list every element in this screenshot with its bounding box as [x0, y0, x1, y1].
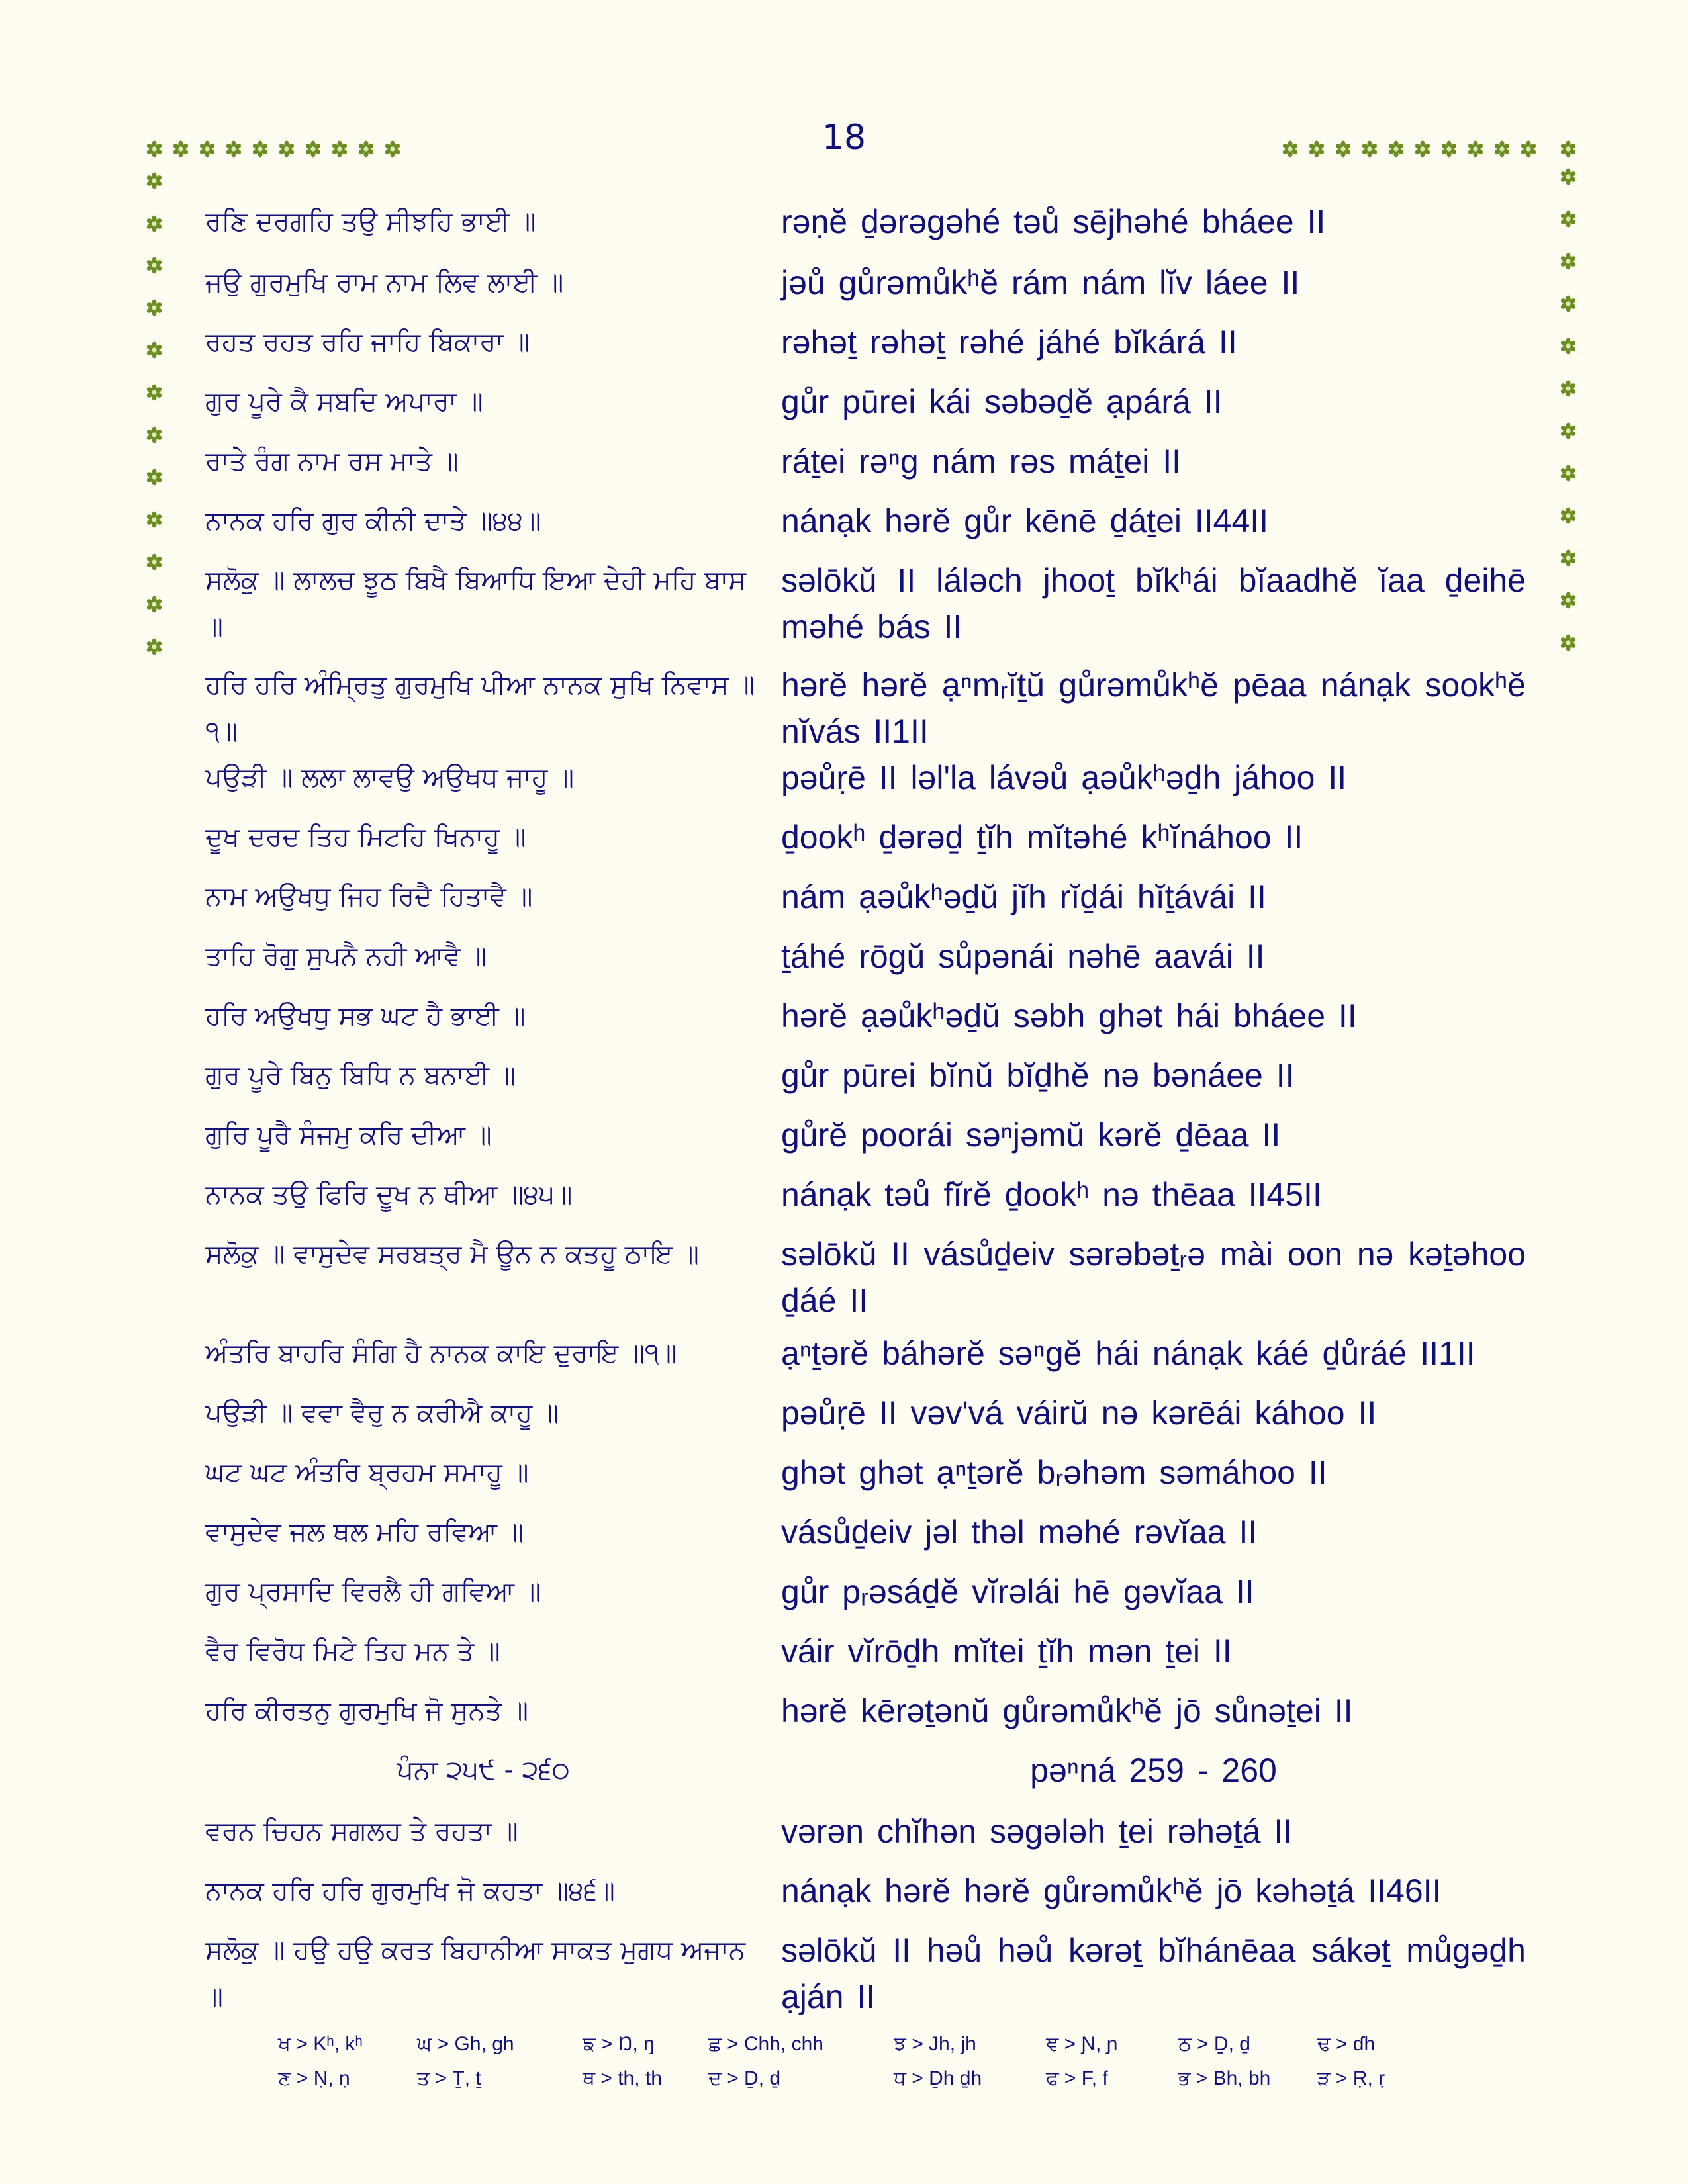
flower-icon — [1520, 140, 1537, 158]
gurmukhi-line: ਜਉ ਗੁਰਮੁਖਿ ਰਾਮ ਨਾਮ ਲਿਵ ਲਾਈ ॥ — [205, 267, 564, 298]
flower-icon — [305, 140, 322, 158]
gurmukhi-line: ਅੰਤਰਿ ਬਾਹਰਿ ਸੰਗਿ ਹੈ ਨਾਨਕ ਕਾਇ ਦੁਰਾਇ ॥੧॥ — [205, 1338, 677, 1369]
transliteration-line: hərĕ hərĕ ạⁿmᵣĭṯŭ gůrəmůkʰĕ pēaa nánạk sookʰĕ nĭvás II1II — [781, 666, 1526, 750]
flower-icon — [357, 140, 375, 158]
transliteration-line: səlōkŭ II vásůḏeiv sərəbəṯᵣə mài oon nə kəṯəhoo ḏáé II — [781, 1236, 1526, 1319]
flower-icon — [1560, 634, 1577, 651]
gurmukhi-line: ਸਲੋਕੁ ॥ ਲਾਲਚ ਝੂਠ ਬਿਖੈ ਬਿਆਧਿ ਇਆ ਦੇਹੀ ਮਹਿ ਬਾਸ ॥ — [205, 565, 747, 642]
transliteration-line: hərĕ ạəůkʰəḏŭ səbh ghət hái bháee II — [781, 997, 1357, 1034]
transliteration-line: gůrĕ poorái səⁿjəmŭ kərĕ ḏēaa II — [781, 1116, 1281, 1154]
legend-row — [278, 2033, 1470, 2068]
flower-icon — [1560, 422, 1577, 439]
legend-item: ਦ > Ḏ, ḏ — [708, 2068, 781, 2089]
flower-icon — [1560, 140, 1577, 158]
transliteration-line: váir vĭrōḏh mĭtei ṯĭh mən ṯei II — [781, 1633, 1232, 1670]
flower-icon — [252, 140, 269, 158]
flower-icon — [1560, 549, 1577, 567]
transliteration-legend — [278, 2033, 1470, 2102]
gurmukhi-line: ਪੰਨਾ ੨੫੯ - ੨੬੦ — [397, 1755, 570, 1786]
gurmukhi-line: ਗੁਰ ਪੂਰੇ ਬਿਨੁ ਬਿਧਿ ਨ ਬਨਾਈ ॥ — [205, 1060, 516, 1091]
flower-icon — [1414, 140, 1431, 158]
gurmukhi-line: ਸਲੋਕੁ ॥ ਹਉ ਹਉ ਕਰਤ ਬਿਹਾਨੀਆ ਸਾਕਤ ਮੁਗਧ ਅਜਾਨ ॥ — [205, 1935, 745, 2012]
flower-icon — [1560, 210, 1577, 228]
flower-icon — [1560, 592, 1577, 609]
transliteration-line: ạⁿṯərĕ báhərĕ səⁿgĕ hái nánạk káé ḏůráé II1II — [781, 1335, 1476, 1372]
flower-icon — [146, 257, 163, 274]
flower-icon — [146, 426, 163, 443]
gurmukhi-line: ਗੁਰ ਪ੍ਰਸਾਦਿ ਵਿਰਲੈ ਹੀ ਗਵਿਆ ॥ — [205, 1576, 541, 1607]
flower-icon — [146, 596, 163, 613]
transliteration-line: pəůṛē II ləl'la lávəů ạəůkʰəḏh jáhoo II — [781, 759, 1347, 796]
legend-item: ਖ > Kʰ, kʰ — [278, 2033, 363, 2055]
transliteration-line: pəůṛē II vəv'vá váirŭ nə kərēái káhoo II — [781, 1394, 1377, 1432]
gurmukhi-line: ਨਾਨਕ ਹਰਿ ਗੁਰ ਕੀਨੀ ਦਾਤੇ ॥੪੪॥ — [205, 506, 541, 536]
flower-icon — [146, 511, 163, 528]
transliteration-line: hərĕ kērəṯənŭ gůrəmůkʰĕ jō sůnəṯei II — [781, 1692, 1353, 1729]
flower-icon — [1560, 507, 1577, 524]
legend-item: ੜ > Ṛ, ṛ — [1317, 2068, 1385, 2089]
flower-icon — [146, 341, 163, 359]
legend-item: ਘ > Gh, gh — [417, 2033, 514, 2055]
transliteration-line: ḏookʰ ḏərəḏ ṯĭh mĭtəhé kʰĭnáhoo II — [781, 819, 1303, 856]
flower-icon — [146, 384, 163, 401]
flower-icon — [146, 553, 163, 570]
flower-icon — [1560, 465, 1577, 482]
flower-icon — [1560, 338, 1577, 355]
flower-icon — [1335, 140, 1352, 158]
flower-icon — [1560, 295, 1577, 312]
gurmukhi-line: ਨਾਨਕ ਤਉ ਫਿਰਿ ਦੂਖ ਨ ਥੀਆ ॥੪੫॥ — [205, 1179, 573, 1210]
gurmukhi-line: ਰਹਤ ਰਹਤ ਰਹਿ ਜਾਹਿ ਬਿਕਾਰਾ ॥ — [205, 327, 530, 357]
legend-item: ਢ > ɗh — [1317, 2033, 1376, 2055]
transliteration-line: rəṇĕ ḏərəgəhé təů sējhəhé bháee II — [781, 203, 1326, 240]
gurmukhi-line: ਤਾਹਿ ਰੋਗੁ ਸੁਪਨੈ ਨਹੀ ਆਵੈ ॥ — [205, 941, 487, 972]
transliteration-line: nám ạəůkʰəḏŭ jĭh rĭḏái hĭṯávái II — [781, 878, 1266, 915]
flower-icon — [1560, 380, 1577, 397]
gurmukhi-line: ਨਾਨਕ ਹਰਿ ਹਰਿ ਗੁਰਮੁਖਿ ਜੋ ਕਹਤਾ ॥੪੬॥ — [205, 1876, 616, 1906]
page-number: 18 — [821, 118, 867, 158]
transliteration-line: nánạk hərĕ gůr kēnē ḏáṯei II44II — [781, 502, 1269, 539]
flower-icon — [225, 140, 242, 158]
flower-icon — [1282, 140, 1299, 158]
transliteration-line: pəⁿná 259 - 260 — [1030, 1752, 1277, 1789]
gurmukhi-line: ਘਟ ਘਟ ਅੰਤਰਿ ਬ੍ਰਹਮ ਸਮਾਹੂ ॥ — [205, 1457, 529, 1488]
transliteration-line: gůr pūrei bĭnŭ bĭḏhĕ nə bənáee II — [781, 1057, 1295, 1094]
gurmukhi-line: ਗੁਰ ਪੂਰੇ ਕੈ ਸਬਦਿ ਅਪਾਰਾ ॥ — [205, 387, 483, 417]
flower-icon — [1467, 140, 1484, 158]
flower-icon — [331, 140, 348, 158]
legend-item: ਣ > Ṇ, ṇ — [278, 2068, 350, 2089]
gurmukhi-line: ਵਰਨ ਚਿਹਨ ਸਗਲਹ ਤੇ ਰਹਤਾ ॥ — [205, 1816, 518, 1846]
flower-icon — [1387, 140, 1405, 158]
legend-item: ਭ > Bh, bh — [1178, 2068, 1271, 2089]
flower-icon — [1361, 140, 1378, 158]
gurmukhi-line: ਗੁਰਿ ਪੂਰੈ ਸੰਜਮੁ ਕਰਿ ਦੀਆ ॥ — [205, 1120, 492, 1150]
gurmukhi-line: ਨਾਮ ਅਉਖਧੁ ਜਿਹ ਰਿਦੈ ਹਿਤਾਵੈ ॥ — [205, 882, 533, 912]
flower-icon — [146, 140, 163, 158]
transliteration-line: nánạk hərĕ hərĕ gůrəmůkʰĕ jō kəhəṯá II46II — [781, 1872, 1442, 1909]
flower-icon — [146, 638, 163, 655]
flower-icon — [384, 140, 401, 158]
gurmukhi-line: ਪਉੜੀ ॥ ਵਵਾ ਵੈਰੁ ਨ ਕਰੀਐ ਕਾਹੂ ॥ — [205, 1398, 559, 1428]
flower-icon — [146, 469, 163, 486]
transliteration-line: gůr pᵣəsáḏĕ vĭrəlái hē gəvĭaa II — [781, 1573, 1254, 1610]
transliteration-line: vásůḏeiv jəl thəl məhé rəvĭaa II — [781, 1514, 1258, 1551]
transliteration-line: vərən chĭhən səgələh ṯei rəhəṯá II — [781, 1813, 1293, 1850]
transliteration-line: rəhəṯ rəhəṯ rəhé jáhé bĭkárá II — [781, 324, 1237, 361]
flower-icon — [146, 215, 163, 232]
transliteration-line: ṯáhé rōgŭ sůpənái nəhē aavái II — [781, 938, 1265, 975]
transliteration-line: jəů gůrəmůkʰĕ rám nám lĭv láee II — [781, 264, 1300, 301]
legend-item: ਝ > Jh, jh — [894, 2033, 976, 2055]
gurmukhi-line: ਰਣਿ ਦਰਗਹਿ ਤਉ ਸੀਝਹਿ ਭਾਈ ॥ — [205, 206, 536, 237]
transliteration-line: səlōkŭ II láləch jhooṯ bĭkʰái bĭaadhĕ ĭaa ḏeihē məhé bás II — [781, 562, 1526, 645]
flower-icon — [1560, 168, 1577, 185]
flower-icon — [1560, 253, 1577, 270]
legend-item: ਙ > Ŋ, ŋ — [583, 2033, 655, 2055]
flower-icon — [199, 140, 216, 158]
legend-row — [278, 2068, 1470, 2102]
gurmukhi-line: ਹਰਿ ਅਉਖਧੁ ਸਭ ਘਟ ਹੈ ਭਾਈ ॥ — [205, 1001, 526, 1031]
legend-item: ਛ > Chh, chh — [708, 2033, 823, 2055]
legend-item: ਧ > Ḏh ḏh — [894, 2068, 982, 2089]
legend-item: ਠ > Ḏ, ḏ — [1178, 2033, 1250, 2055]
flower-icon — [1440, 140, 1458, 158]
legend-item: ਤ > Ṯ, ṯ — [417, 2068, 481, 2089]
flower-icon — [146, 299, 163, 316]
flower-icon — [172, 140, 189, 158]
transliteration-line: nánạk təů fĭrĕ ḏookʰ nə thēaa II45II — [781, 1176, 1322, 1213]
transliteration-line: gůr pūrei kái səbəḏĕ ạpárá II — [781, 383, 1223, 420]
gurmukhi-line: ਦੂਖ ਦਰਦ ਤਿਹ ਮਿਟਹਿ ਖਿਨਾਹੂ ॥ — [205, 822, 526, 852]
legend-item: ਞ > Ɲ, ɲ — [1046, 2033, 1118, 2055]
transliteration-line: səlōkŭ II həů həů kərəṯ bĭhánēaa sákəṯ můgəḏh ạján II — [781, 1932, 1526, 2015]
gurmukhi-line: ਹਰਿ ਕੀਰਤਨੁ ਗੁਰਮੁਖਿ ਜੋ ਸੁਨਤੇ ॥ — [205, 1696, 529, 1726]
transliteration-line: ghət ghət ạⁿṯərĕ bᵣəhəm səmáhoo II — [781, 1454, 1327, 1491]
legend-item: ਥ > th, th — [583, 2068, 662, 2089]
gurmukhi-line: ਵੈਰ ਵਿਰੋਧ ਮਿਟੇ ਤਿਹ ਮਨ ਤੇ ॥ — [205, 1636, 500, 1666]
legend-item: ਫ > F, f — [1046, 2068, 1108, 2089]
gurmukhi-line: ਰਾਤੇ ਰੰਗ ਨਾਮ ਰਸ ਮਾਤੇ ॥ — [205, 446, 459, 477]
flower-icon — [1493, 140, 1511, 158]
gurmukhi-line: ਪਉੜੀ ॥ ਲਲਾ ਲਾਵਉ ਅਉਖਧ ਜਾਹੂ ॥ — [205, 762, 575, 793]
flower-icon — [278, 140, 295, 158]
flower-icon — [1308, 140, 1325, 158]
gurmukhi-line: ਵਾਸੁਦੇਵ ਜਲ ਥਲ ਮਹਿ ਰਵਿਆ ॥ — [205, 1517, 524, 1547]
gurmukhi-line: ਸਲੋਕੁ ॥ ਵਾਸੁਦੇਵ ਸਰਬਤ੍ਰ ਮੈ ਊਨ ਨ ਕਤਹੂ ਠਾਇ ॥ — [205, 1239, 699, 1269]
transliteration-line: ráṯei rəⁿg nám rəs máṯei II — [781, 443, 1181, 480]
gurmukhi-line: ਹਰਿ ਹਰਿ ਅੰਮ੍ਰਿਤੁ ਗੁਰਮੁਖਿ ਪੀਆ ਨਾਨਕ ਸੁਖਿ ਨਿਵਾਸ ॥੧॥ — [205, 670, 755, 747]
flower-icon — [146, 172, 163, 189]
